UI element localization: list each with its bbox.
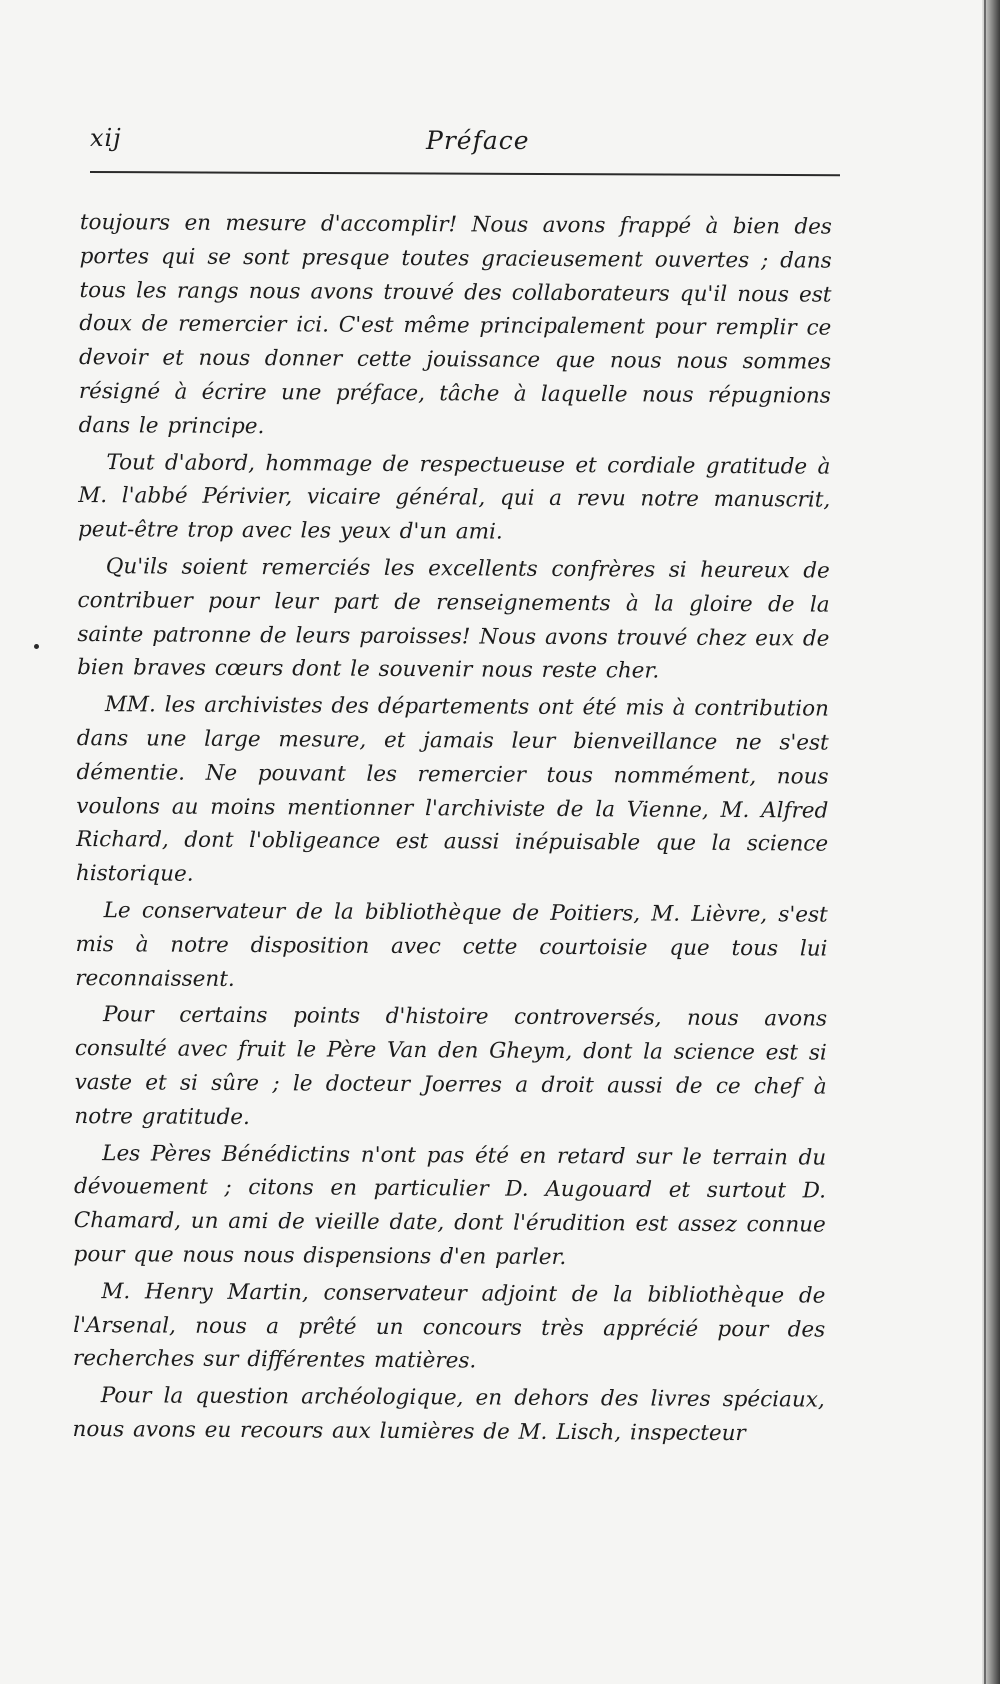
paragraph: toujours en mesure d'accomplir! Nous avons frappé à bien des portes qui se sont presque toutes gracieusement ouvertes ; dans tous les rangs nous avons trouvé des collaborateurs qu'il nous est doux de remercier ici. C'est même principalement pour remplir ce devoir et nous donner cette jouissance que nous nous sommes résigné à écrire une préface, tâche à laquelle nous répugnions dans le principe. xyxy=(78,209,832,439)
paragraph: Qu'ils soient remerciés les excellents confrères si heureux de contribuer pour leur part de renseignements à la gloire de la sainte patronne de leurs paroisses! Nous avons trouvé chez eux de bien braves cœurs dont le souvenir nous reste cher. xyxy=(77,554,830,684)
paragraph: Les Pères Bénédictins n'ont pas été en retard sur le terrain du dévouement ; citons en particulier D. Augouard et surtout D. Chamard, un ami de vieille date, dont l'érudition est assez connue pour que nous nous dispensions d'en parler. xyxy=(73,1140,827,1270)
page-edge-line xyxy=(984,0,986,1684)
paragraph: MM. les archivistes des départements ont été mis à contribution dans une large mesure, et jamais leur bienveillance ne s'est démentie. Ne pouvant les remercier tous nommément, nous voulons au moins mentionner l'archiviste de la Vienne, M. Alfred Richard, dont l'obligeance est aussi inépuisable que la science historique. xyxy=(75,692,830,887)
margin-mark xyxy=(34,644,39,649)
body-text xyxy=(72,206,832,1454)
running-title: Préface xyxy=(426,126,530,155)
header-rule xyxy=(90,171,840,176)
paragraph: Pour la question archéologique, en dehors des livres spéciaux, nous avons eu recours aux lumières de M. Lisch, inspecteur xyxy=(72,1383,825,1446)
paragraph: M. Henry Martin, conservateur adjoint de la bibliothèque de l'Arsenal, nous a prêté un concours très apprécié pour des recherches sur différentes matières. xyxy=(72,1278,826,1374)
paragraph: Tout d'abord, hommage de respectueuse et cordiale gratitude à M. l'abbé Périvier, vicaire général, qui a revu notre manuscrit, peut-être trop avec les yeux d'un ami. xyxy=(77,449,831,545)
paragraph: Le conservateur de la bibliothèque de Poitiers, M. Lièvre, s'est mis à notre disposition avec cette courtoisie que tous lui reconnaissent. xyxy=(75,898,828,992)
paragraph: Pour certains points d'histoire controversés, nous avons consulté avec fruit le Père Van den Gheym, dont la science est si vaste et si sûre ; le docteur Joerres a droit aussi de ce chef à notre gratitude. xyxy=(74,1002,828,1130)
page-number: xij xyxy=(90,124,122,152)
page-header xyxy=(86,120,841,160)
